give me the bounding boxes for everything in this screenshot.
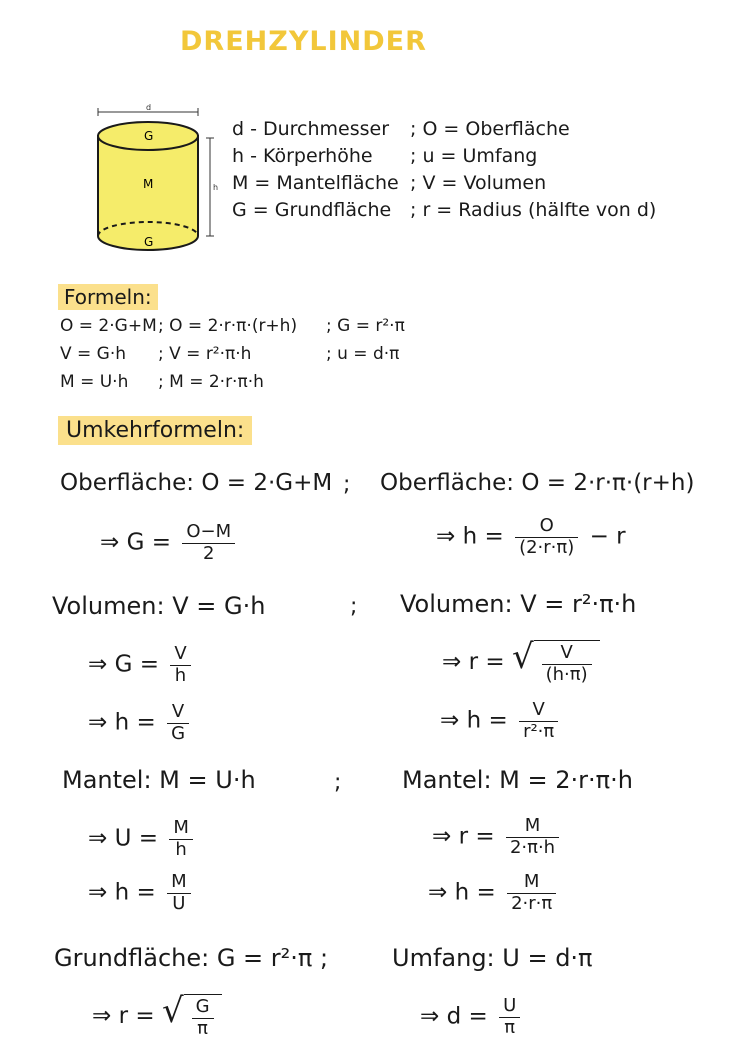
fraction-denominator: G: [171, 722, 186, 744]
oberflaeche-right-head: Oberfläche: O = 2·r·π·(r+h): [380, 470, 695, 496]
height-label: h: [213, 183, 218, 192]
fraction-denominator: r²·π: [523, 720, 555, 742]
fraction-denominator: 2: [202, 542, 215, 564]
arrow-lhs: ⇒ h =: [428, 879, 496, 906]
volumen-left-head: Volumen: V = G·h: [52, 592, 266, 620]
formulas-col-1: [60, 312, 157, 396]
formula: M = U·h: [60, 372, 129, 392]
separator: ;: [334, 770, 342, 795]
formula: ; M = 2·r·π·h: [158, 372, 264, 392]
fraction-numerator: O: [515, 516, 578, 538]
fraction-denominator: 2·r·π: [511, 892, 553, 914]
grund-left-head: Grundfläche: G = r²·π ;: [54, 944, 329, 972]
formulas-col-3: [326, 312, 405, 368]
fraction-numerator: V: [170, 644, 190, 666]
legend-item: ; u = Umfang: [410, 145, 538, 167]
legend-right: [410, 116, 656, 224]
legend-item: h - Körperhöhe: [232, 145, 373, 167]
legend-item: ; r = Radius (hälfte von d): [410, 199, 657, 221]
formula: ; u = d·π: [326, 344, 400, 364]
separator: ;: [343, 472, 351, 497]
width-label: d: [146, 104, 152, 112]
fraction-denominator: (h·π): [545, 663, 588, 685]
fraction-denominator: U: [172, 892, 186, 914]
formula-tail: − r: [589, 523, 626, 550]
arrow-lhs: ⇒ r =: [432, 823, 495, 850]
fraction-numerator: U: [499, 996, 520, 1018]
oberflaeche-right-formula: [436, 516, 626, 558]
volumen-right-row2: [440, 700, 562, 742]
arrow-lhs: ⇒ G =: [100, 529, 171, 556]
mantel-right-head: Mantel: M = 2·r·π·h: [402, 766, 633, 794]
separator: ;: [350, 594, 358, 619]
oberflaeche-left-head: Oberfläche: O = 2·G+M: [60, 470, 333, 496]
legend-item: ; V = Volumen: [410, 172, 547, 194]
fraction-numerator: O−M: [182, 522, 235, 544]
oberflaeche-left-formula: [100, 522, 239, 564]
fraction-numerator: M: [506, 816, 559, 838]
cylinder-diagram: [88, 104, 218, 264]
grund-left-row1: [92, 991, 222, 1039]
arrow-lhs: ⇒ d =: [420, 1003, 488, 1030]
fraction-denominator: 2·π·h: [509, 836, 556, 858]
fraction-denominator: h: [175, 838, 187, 860]
arrow-lhs: ⇒ U =: [88, 825, 158, 852]
legend-item: d - Durchmesser: [232, 118, 390, 140]
formula: O = 2·G+M: [60, 316, 157, 336]
legend-left: [232, 116, 399, 224]
fraction-denominator: π: [504, 1016, 516, 1038]
mantel-right-row2: [428, 872, 560, 914]
legend-item: M = Mantelfläche: [232, 172, 399, 194]
fraction-numerator: V: [542, 643, 592, 665]
arrow-lhs: ⇒ h =: [88, 709, 156, 736]
volumen-right-row1: [442, 637, 600, 685]
formulas-heading: Formeln:: [58, 284, 158, 310]
fraction-numerator: V: [167, 702, 189, 724]
formula: V = G·h: [60, 344, 127, 364]
umfang-right-head: Umfang: U = d·π: [392, 944, 593, 972]
arrow-lhs: ⇒ h =: [440, 707, 508, 734]
mantel-left-row2: [88, 872, 195, 914]
fraction-numerator: M: [167, 872, 191, 894]
fraction-denominator: (2·r·π): [519, 536, 575, 558]
legend-item: G = Grundfläche: [232, 199, 392, 221]
mantle-label: M: [143, 177, 154, 191]
top-face-label: G: [144, 129, 154, 143]
umfang-right-row1: [420, 996, 524, 1038]
umkehr-heading: Umkehrformeln:: [58, 416, 252, 445]
arrow-lhs: ⇒ h =: [436, 523, 504, 550]
formula: ; V = r²·π·h: [158, 344, 252, 364]
arrow-lhs: ⇒ r =: [442, 649, 505, 676]
formula: ; G = r²·π: [326, 316, 405, 336]
fraction-numerator: V: [519, 700, 558, 722]
mantel-left-head: Mantel: M = U·h: [62, 766, 256, 794]
bottom-face-label: G: [144, 235, 154, 249]
fraction-numerator: G: [192, 997, 214, 1019]
fraction-denominator: π: [197, 1017, 208, 1039]
arrow-lhs: ⇒ h =: [88, 879, 156, 906]
page-title: DREHZYLINDER: [180, 26, 427, 57]
mantel-right-row1: [432, 816, 563, 858]
mantel-left-row1: [88, 818, 197, 860]
arrow-lhs: ⇒ G =: [88, 651, 159, 678]
square-root: √ $\frac{V}{(h\cdot\pi)}$: [512, 640, 600, 685]
fraction-numerator: M: [507, 872, 556, 894]
formulas-col-2: [158, 312, 297, 396]
formula: ; O = 2·r·π·(r+h): [158, 316, 298, 336]
volumen-left-row1: [88, 644, 195, 686]
volumen-right-head: Volumen: V = r²·π·h: [400, 590, 637, 618]
fraction-numerator: M: [169, 818, 193, 840]
legend-item: ; O = Oberfläche: [410, 118, 570, 140]
square-root: √ $\frac{G}{\pi}$: [162, 994, 222, 1039]
fraction-denominator: h: [174, 664, 187, 686]
volumen-left-row2: [88, 702, 193, 744]
arrow-lhs: ⇒ r =: [92, 1003, 155, 1030]
